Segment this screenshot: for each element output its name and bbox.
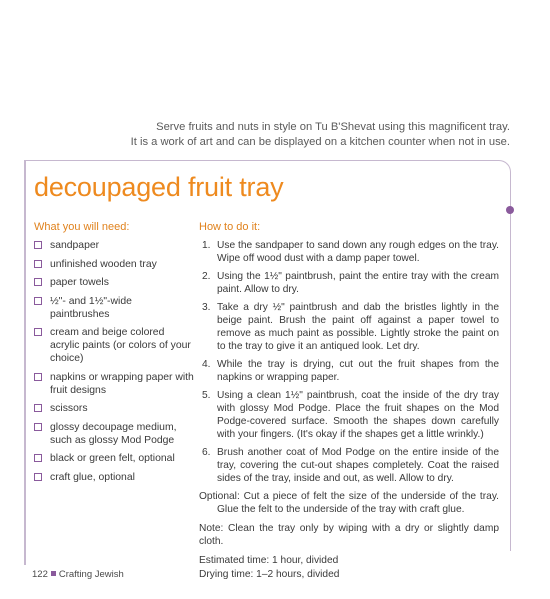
step-number: 1. (202, 240, 211, 251)
page-footer (32, 569, 124, 580)
step-text: Use the sandpaper to sand down any rough edges on the tray. Wipe off wood dust with a damp paper towel. (217, 240, 499, 264)
list-item (34, 371, 194, 397)
materials-heading: What you will need: (34, 221, 130, 233)
material-label: sandpaper (50, 240, 100, 251)
estimated-time: Estimated time: 1 hour, divided (199, 555, 339, 566)
material-label: black or green felt, optional (50, 453, 175, 464)
step-item (199, 270, 499, 296)
list-item (34, 258, 194, 271)
checkbox-icon (34, 473, 42, 481)
step-text: Using a clean 1½" paintbrush, coat the inside of the dry tray with glossy Mod Podge. Place the fruit shapes on the Mod Podge-covered surface. Smooth the shapes down carefully with your fingers. (It's okay if the shapes get a little wrinkly.) (217, 390, 499, 440)
step-item (199, 239, 499, 265)
intro-text (80, 120, 510, 150)
step-item (199, 389, 499, 441)
frame-left-rule (24, 160, 26, 565)
step-number: 6. (202, 447, 211, 458)
checkbox-icon (34, 241, 42, 249)
material-label: glossy decoupage medium, such as glossy Mod Podge (50, 421, 177, 446)
frame-dot (506, 206, 514, 214)
material-label: unfinished wooden tray (50, 258, 157, 270)
instructions-heading: How to do it: (199, 221, 261, 233)
step-text: Brush another coat of Mod Podge on the entire inside of the tray, covering the cut-out shapes completely. Coat the raised sides of the tray, inside and out, as well. Allow to dry. (217, 447, 499, 484)
intro-line-2: It is a work of art and can be displayed on a kitchen counter when not in use. (130, 136, 510, 148)
checkbox-icon (34, 373, 42, 381)
drying-time: Drying time: 1–2 hours, divided (199, 569, 340, 580)
list-item (34, 402, 194, 415)
materials-list (34, 239, 194, 484)
step-text: Take a dry ½" paintbrush and dab the bristles lightly in the beige paint. Brush the paint off against a paper towel to remove as much paint as possible. Lightly stroke the paint on to the tray to give it an antiqued look. Let dry. (217, 302, 499, 352)
checkbox-icon (34, 260, 42, 268)
material-label: ½"- and 1½"-wide paintbrushes (50, 295, 132, 320)
footer-square-icon (51, 571, 56, 576)
material-label: napkins or wrapping paper with fruit designs (50, 371, 194, 396)
optional-step: Optional: Cut a piece of felt the size of the underside of the tray. Glue the felt to the underside of the tray with craft glue. (199, 491, 499, 515)
material-label: paper towels (50, 277, 109, 288)
intro-line-1: Serve fruits and nuts in style on Tu B'Shevat using this magnificent tray. (156, 121, 510, 133)
checkbox-icon (34, 423, 42, 431)
list-item (34, 326, 194, 365)
list-item (34, 295, 194, 321)
checkbox-icon (34, 328, 42, 336)
steps-list (199, 239, 499, 485)
step-number: 5. (202, 390, 211, 401)
step-text: Using the 1½" paintbrush, paint the entire tray with the cream paint. Allow to dry. (217, 271, 499, 295)
checkbox-icon (34, 297, 42, 305)
list-item (34, 276, 194, 289)
list-item (34, 471, 194, 484)
step-item (199, 301, 499, 353)
step-item (199, 358, 499, 384)
book-title: Crafting Jewish (58, 569, 124, 580)
page-title: decoupaged fruit tray (34, 172, 284, 202)
checkbox-icon (34, 278, 42, 286)
instructions-section (199, 221, 499, 582)
page-number: 122 (32, 569, 48, 580)
material-label: scissors (50, 403, 88, 414)
checkbox-icon (34, 454, 42, 462)
care-note: Note: Clean the tray only by wiping with a dry or slightly damp cloth. (199, 523, 499, 547)
step-number: 2. (202, 271, 211, 282)
list-item (34, 452, 194, 465)
material-label: craft glue, optional (50, 471, 135, 483)
step-text: While the tray is drying, cut out the fruit shapes from the napkins or wrapping paper. (217, 359, 499, 383)
step-number: 3. (202, 302, 211, 313)
material-label: cream and beige colored acrylic paints (or colors of your choice) (50, 327, 191, 364)
materials-section (34, 221, 194, 489)
step-number: 4. (202, 359, 211, 370)
checkbox-icon (34, 404, 42, 412)
list-item (34, 421, 194, 447)
list-item (34, 239, 194, 252)
step-item (199, 446, 499, 485)
